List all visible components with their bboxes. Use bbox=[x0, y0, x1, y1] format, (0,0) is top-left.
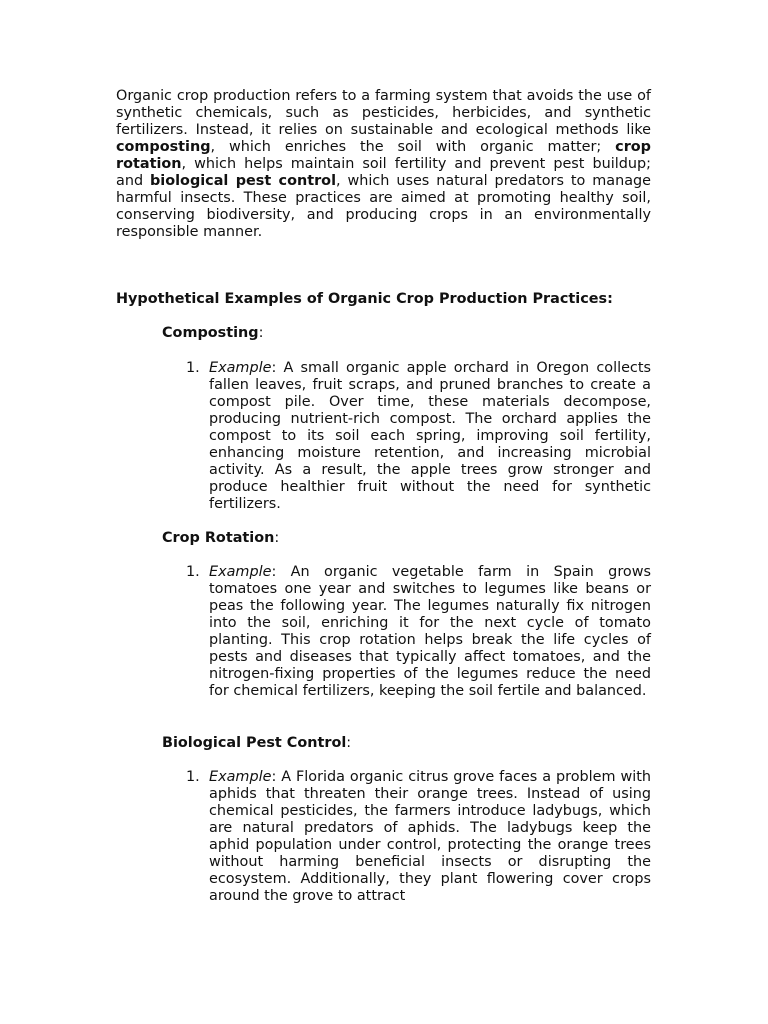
example-text: : A Florida organic citrus grove faces a problem with aphids that threaten their orange trees. Instead of using chemical pesticides, the farmers introduce ladybugs, which are natural predators of aphids. The ladybugs keep the aphid population under control, protecting the orange trees without harming beneficial insects or disrupting the ecosystem. Additionally, they plant flowering cover crops around the grove to attract bbox=[209, 769, 651, 904]
intro-text-1: Organic crop production refers to a farming system that avoids the use of synthetic chemicals, such as pesticides, herbicides, and synthetic fertilizers. Instead, it relies on sustainable and ecological methods like bbox=[116, 88, 651, 138]
section-heading: Hypothetical Examples of Organic Crop Production Practices: bbox=[116, 291, 613, 307]
subheading-colon: : bbox=[258, 325, 264, 341]
example-composting bbox=[209, 360, 651, 513]
intro-paragraph bbox=[116, 88, 651, 241]
subheading-title: Composting bbox=[162, 325, 259, 341]
example-label: Example bbox=[209, 564, 272, 580]
list-number: 1. bbox=[186, 564, 200, 580]
example-text: : A small organic apple orchard in Oregon collects fallen leaves, fruit scraps, and pruned branches to create a compost pile. Over time, these materials decompose, producing nutrient-rich compost. The orchard applies the compost to its soil each spring, improving soil fertility, enhancing moisture retention, and increasing microbial activity. As a result, the apple trees grow stronger and produce healthier fruit without the need for synthetic fertilizers. bbox=[209, 360, 651, 512]
example-label: Example bbox=[209, 360, 272, 376]
subheading-colon: : bbox=[346, 735, 352, 751]
example-crop-rotation bbox=[209, 564, 651, 700]
list-number: 1. bbox=[186, 360, 200, 376]
intro-text-3: , which helps maintain soil fertility and prevent pest buildup; and bbox=[116, 156, 651, 189]
intro-term-crop-rotation: crop rotation bbox=[116, 139, 651, 172]
example-label: Example bbox=[209, 769, 272, 785]
list-number: 1. bbox=[186, 769, 200, 785]
subheading-title: Biological Pest Control bbox=[162, 735, 347, 751]
intro-term-composting: composting bbox=[116, 139, 211, 155]
example-biological-pest-control bbox=[209, 769, 651, 905]
subheading-composting bbox=[162, 325, 263, 342]
example-text: : An organic vegetable farm in Spain grows tomatoes one year and switches to legumes like beans or peas the following year. The legumes naturally fix nitrogen into the soil, enriching it for the next cycle of tomato planting. This crop rotation helps break the life cycles of pests and diseases that typically affect tomatoes, and the nitrogen-fixing properties of the legumes reduce the need for chemical fertilizers, keeping the soil fertile and balanced. bbox=[209, 564, 651, 699]
intro-term-biological-pest-control: biological pest control bbox=[150, 173, 337, 189]
subheading-colon: : bbox=[274, 530, 280, 546]
subheading-crop-rotation bbox=[162, 530, 279, 547]
intro-text-2: , which enriches the soil with organic matter; bbox=[210, 139, 616, 155]
intro-text-4: , which uses natural predators to manage harmful insects. These practices are aimed at promoting healthy soil, conserving biodiversity, and producing crops in an environmentally responsible manner. bbox=[116, 173, 651, 240]
subheading-title: Crop Rotation bbox=[162, 530, 275, 546]
subheading-biological-pest-control bbox=[162, 735, 351, 752]
